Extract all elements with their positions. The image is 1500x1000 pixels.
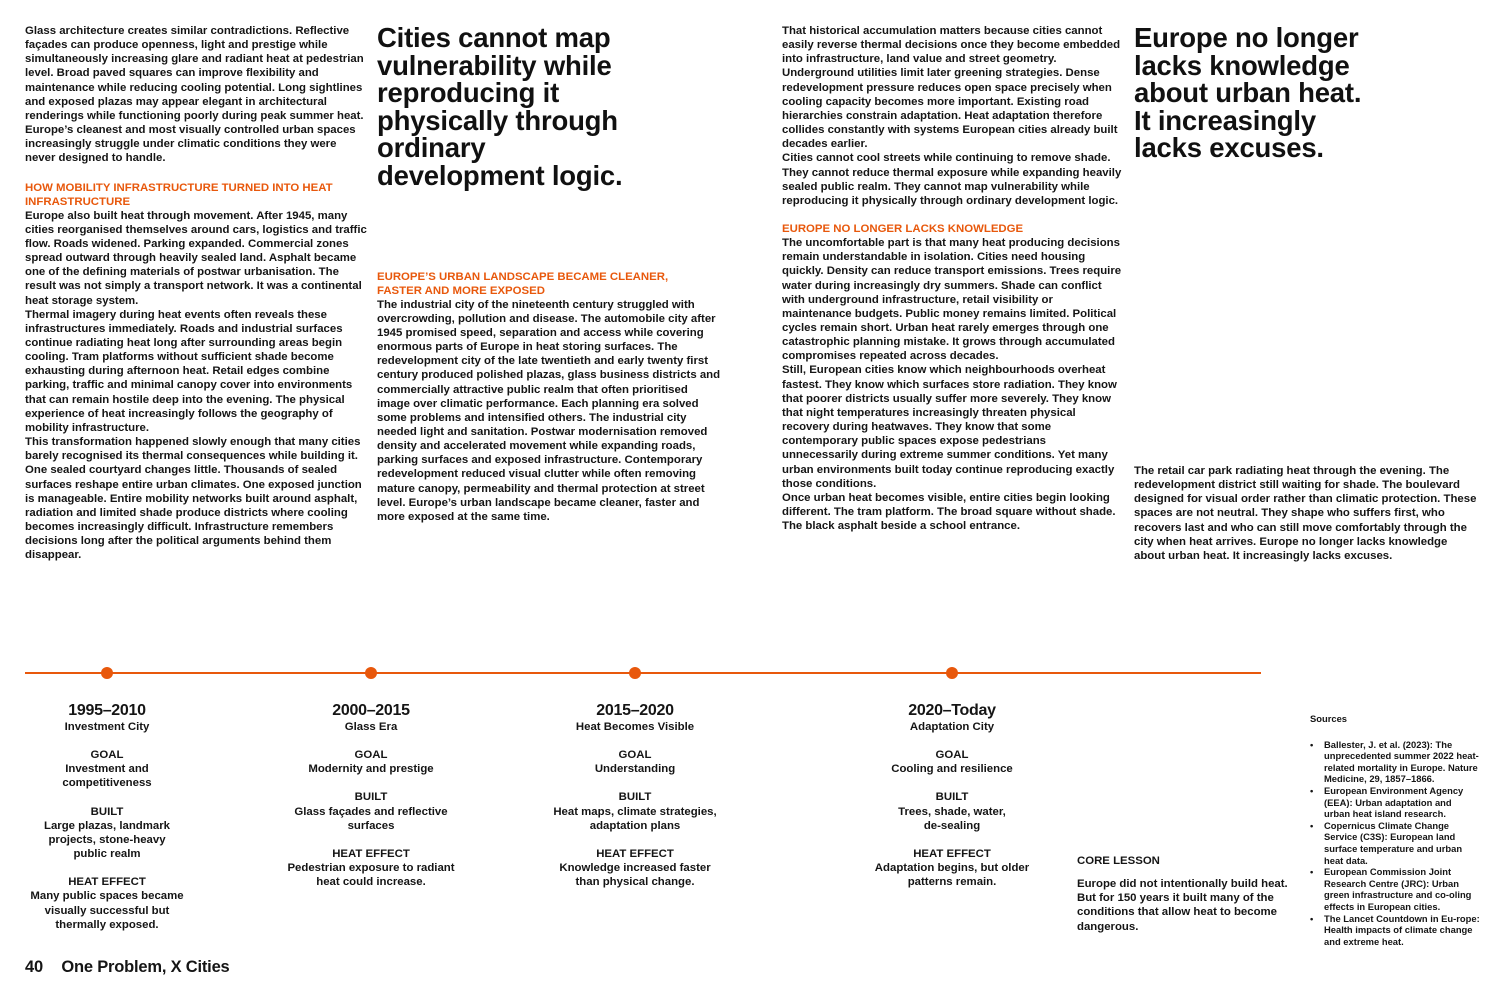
section-heading-knowledge: EUROPE NO LONGER LACKS KNOWLEDGE xyxy=(782,223,1024,236)
era-goal: Investment and competitiveness xyxy=(62,763,152,790)
source-item: • European Environment Agency (EEA): Urban adaptation and urban heat island research. xyxy=(1310,785,1480,820)
era-name: Investment City xyxy=(64,721,150,733)
intro-paragraph: Glass architecture creates similar contradictions. Reflective façades can produce openness, light and prestige while simultaneously increasing glare and radiant heat at pedestrian level. Broad paved squares can improve flexibility and maintenance while reducing cooling potential. Long sightlines and exposed plazas may appear elegant in architectural renderings while functioning poorly during peak summer heat. Europe’s cleanest and most visually controlled urban spaces increasingly struggle under climatic conditions they were never designed to handle. xyxy=(25,25,364,165)
era-effect: Pedestrian exposure to radiant heat could increase. xyxy=(287,862,455,889)
paragraph: The uncomfortable part is that many heat producing decisions remain understandable in isolation. Cities need housing quickly. Density can reduce transport emissions. Trees require water during increasingly dry summers. Shade can conflict with underground infrastructure, retail visibility or maintenance budgets. Public money remains limited. Political cycles remain short. Urban heat rarely emerges through one catastrophic planning mistake. It grows through accumulated compromises repeated across decades. xyxy=(782,237,1122,363)
sources-title: Sources xyxy=(1310,713,1347,724)
paragraph: This transformation happened slowly enough that many cities barely recognised its thermal consequences while building it. One sealed courtyard changes little. Thousands of sealed surfaces reshape entire urban climates. One exposed junction is manageable. Entire mobility networks built around asphalt, radiation and limited shade produce districts where cooling becomes increasingly difficult. Infrastructure remembers decisions long after the political arguments behind them disappear. xyxy=(25,436,362,562)
era-goal-label: GOAL xyxy=(354,749,388,762)
column-1 xyxy=(25,24,367,562)
paragraph: Thermal imagery during heat events often reveals these infrastructures immediately. Roads and industrial surfaces continue radiating heat long after surrounding areas begin cooling. Tram platforms without sufficient shade become exhausting during afternoon heat. Retail edges combine parking, traffic and minimal canopy cover into environments that can remain hostile deep into the evening. The physical experience of heat increasingly follows the geography of mobility infrastructure. xyxy=(25,308,353,434)
sources-list xyxy=(1310,713,1480,947)
era-built: Heat maps, climate strategies, adaptation plans xyxy=(553,805,717,832)
era-name: Adaptation City xyxy=(909,721,995,733)
section-heading-mobility: HOW MOBILITY INFRASTRUCTURE TURNED INTO HEAT INFRASTRUCTURE xyxy=(25,181,333,208)
column-4 xyxy=(1134,24,1479,162)
pull-quote-vulnerability: Cities cannot map vulnerability while reproducing it physically through ordinary development logic. xyxy=(377,22,623,191)
timeline-dot xyxy=(629,667,641,679)
era-years: 2000–2015 xyxy=(332,702,410,719)
era-goal: Modernity and prestige xyxy=(308,763,434,776)
source-item: • The Lancet Countdown in Eu-rope: Health impacts of climate change and extreme heat. xyxy=(1310,913,1480,948)
era-goal: Understanding xyxy=(594,763,676,776)
timeline-era-glass-era xyxy=(251,702,491,889)
page-number: 40 xyxy=(25,958,43,976)
timeline-dot xyxy=(946,667,958,679)
core-lesson-label: CORE LESSON xyxy=(1077,855,1160,867)
source-item: • Copernicus Climate Change Service (C3S): European land surface temperature and urban heat data. xyxy=(1310,820,1480,866)
era-years: 2015–2020 xyxy=(596,702,674,719)
source-item: • European Commission Joint Research Centre (JRC): Urban green infrastructure and co-oling effects in European cities. xyxy=(1310,866,1480,912)
timeline-era-investment-city xyxy=(0,702,227,932)
era-goal-label: GOAL xyxy=(935,749,969,762)
era-name: Glass Era xyxy=(344,721,398,733)
era-effect-label: HEAT EFFECT xyxy=(913,847,991,860)
era-name: Heat Becomes Visible xyxy=(575,721,695,733)
era-goal-label: GOAL xyxy=(618,749,652,762)
page-footer xyxy=(25,958,230,977)
era-built: Glass façades and reflective surfaces xyxy=(294,805,448,832)
core-lesson-text: Europe did not intentionally build heat. But for 150 years it built many of the conditions that allow heat to become dangerous. xyxy=(1077,878,1288,933)
column-3 xyxy=(782,24,1124,533)
era-goal: Cooling and resilience xyxy=(891,763,1013,776)
era-built-label: BUILT xyxy=(618,791,652,804)
paragraph: The industrial city of the nineteenth century struggled with overcrowding, pollution and disease. The automobile city after 1945 promised speed, separation and access while covering enormous parts of Europe in heat storing surfaces. The redevelopment city of the late twentieth and early twenty first century produced polished plazas, glass business districts and commercially attractive public realm that often prioritised image over climatic performance. Each planning era solved some problems and intensified others. The industrial city needed light and sanitation. Postwar modernisation removed density and accelerated movement while expanding roads, parking surfaces and exposed infrastructure. Contemporary redevelopment reduced visual clutter while often removing mature canopy, permeability and thermal protection at street level. Europe’s urban landscape became cleaner, faster and more exposed at the same time. xyxy=(377,298,721,523)
paragraph: Still, European cities know which neighbourhoods overheat fastest. They know which surfaces store radiation. They know that poorer districts usually suffer more severely. They know that night temperatures increasingly threaten physical recovery during heatwaves. They know that some contemporary public spaces expose pedestrians unnecessarily during extreme summer conditions. Yet many urban environments built today continue reproducing exactly those conditions. xyxy=(782,364,1117,490)
era-years: 1995–2010 xyxy=(68,702,146,719)
timeline-era-heat-visible xyxy=(515,702,755,889)
paragraph: Europe also built heat through movement. After 1945, many cities reorganised themselves around cars, logistics and traffic flow. Roads widened. Parking expanded. Commercial zones spread outward through heavily sealed land. Asphalt became one of the defining materials of postwar urbanisation. The result was not simply a transport network. It was a continental heat storage system. xyxy=(25,209,367,307)
era-effect-label: HEAT EFFECT xyxy=(68,876,146,889)
era-effect: Adaptation begins, but older patterns remain. xyxy=(874,862,1030,889)
era-effect: Many public spaces became visually successful but thermally exposed. xyxy=(30,890,184,931)
paragraph: Cities cannot cool streets while continuing to remove shade. They cannot reduce thermal exposure while expanding heavily sealed public realm. They cannot map vulnerability while reproducing it physically through ordinary development logic. xyxy=(782,152,1122,207)
paragraph: That historical accumulation matters because cities cannot easily reverse thermal decisions once they become embedded into infrastructure, land value and street geometry. Underground utilities limit later greening strategies. Dense redevelopment pressure reduces open space precisely when cooling capacity becomes more important. Existing road hierarchies constrain adaptation. Heat adaptation therefore collides constantly with systems European cities already built decades earlier. xyxy=(782,25,1121,151)
section-heading-landscape: EUROPE’S URBAN LANDSCAPE BECAME CLEANER, FASTER AND MORE EXPOSED xyxy=(377,270,669,297)
core-lesson xyxy=(1077,854,1289,934)
era-years: 2020–Today xyxy=(908,702,996,719)
era-effect: Knowledge increased faster than physical change. xyxy=(559,862,711,889)
era-built: Large plazas, landmark projects, stone-heavy public realm xyxy=(44,819,170,861)
era-goal-label: GOAL xyxy=(90,749,124,762)
paragraph: Once urban heat becomes visible, entire cities begin looking different. The tram platform. The broad square without shade. The black asphalt beside a school entrance. xyxy=(782,491,1116,533)
timeline-dot xyxy=(365,667,377,679)
era-effect-label: HEAT EFFECT xyxy=(596,847,674,860)
closing-paragraph: The retail car park radiating heat through the evening. The redevelopment district still waiting for shade. The boulevard designed for visual order rather than climatic protection. These spaces are not neutral. They shape who suffers first, who recovers last and who can still move comfortably through the city when heat arrives. Europe no longer lacks knowledge about urban heat. It increasingly lacks excuses. xyxy=(1134,465,1477,562)
timeline-dot xyxy=(101,667,113,679)
timeline-era-adaptation-city xyxy=(832,702,1072,889)
publication-title: One Problem, X Cities xyxy=(61,958,230,976)
era-effect-label: HEAT EFFECT xyxy=(332,847,410,860)
era-built-label: BUILT xyxy=(935,791,969,804)
source-item: • Ballester, J. et al. (2023): The unprecedented summer 2022 heat-related mortality in Europe. Nature Medicine, 29, 1857–1866. xyxy=(1310,739,1480,785)
timeline-line xyxy=(25,672,1261,674)
pull-quote-excuses: Europe no longer lacks knowledge about urban heat. It increasingly lacks excuses. xyxy=(1134,22,1362,164)
era-built-label: BUILT xyxy=(90,805,124,818)
era-built: Trees, shade, water, de-sealing xyxy=(898,805,1006,832)
era-built-label: BUILT xyxy=(354,791,388,804)
column-2 xyxy=(377,24,722,524)
